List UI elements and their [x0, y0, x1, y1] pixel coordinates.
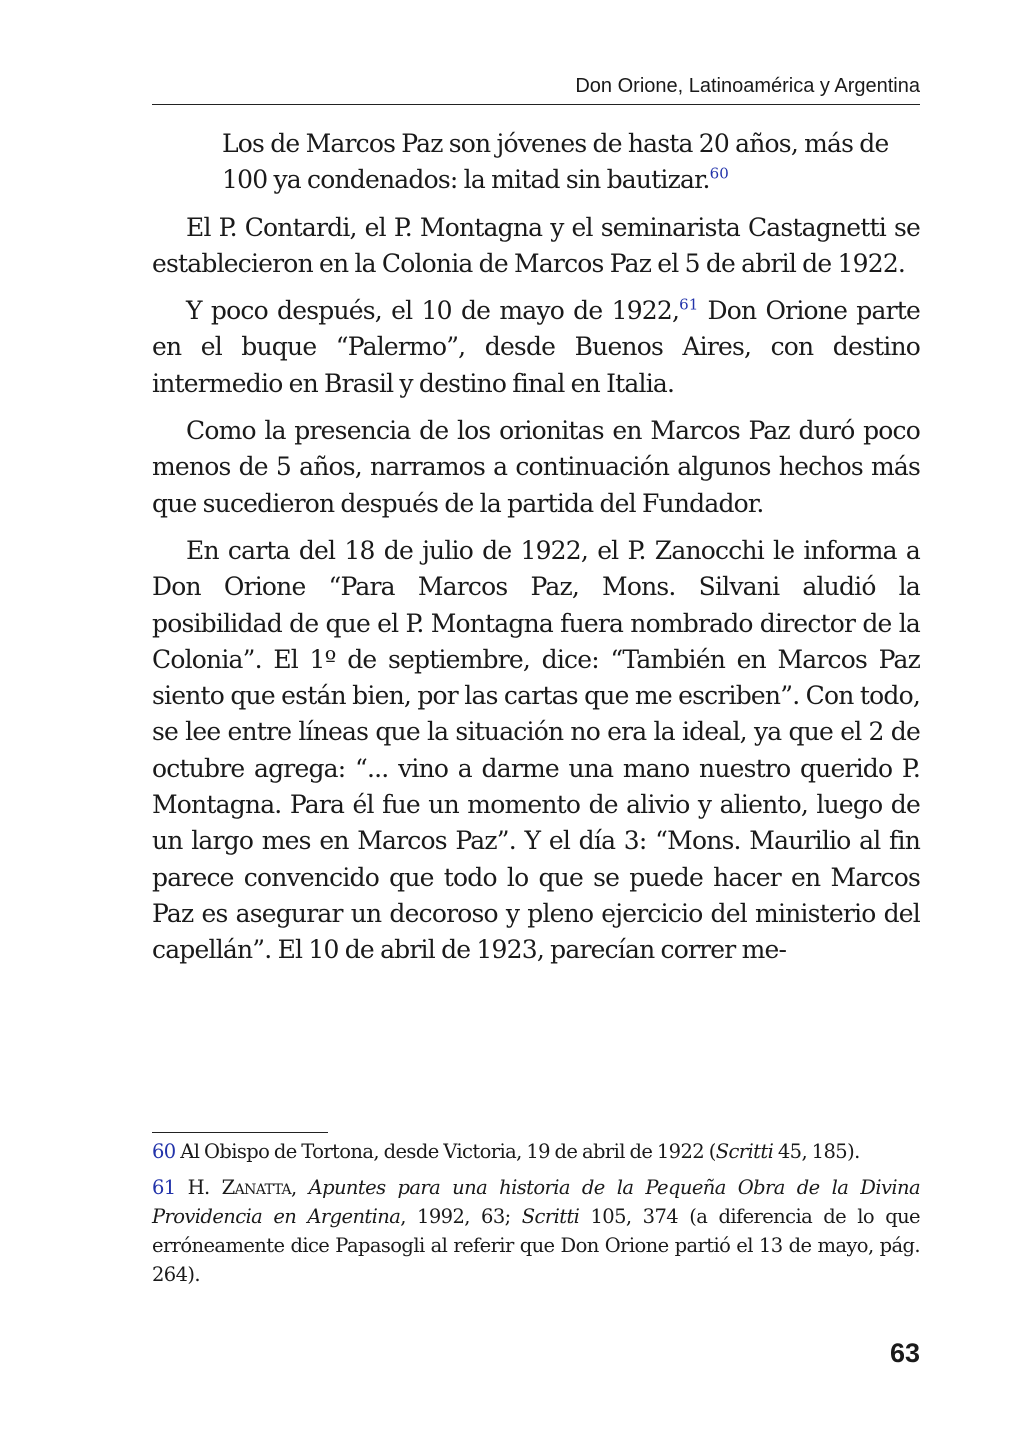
- paragraph-4: En carta del 18 de julio de 1922, el P. Zanocchi le informa a Don Orione “Para Marcos Paz, Mons. Silvani aludió la posibilidad de que el P. Montagna fuera nombrado director de la Colonia”. El 1º de septiembre, dice: “También en Marcos Paz siento que están bien, por las cartas que me escriben”. Con todo, se lee entre líneas que la situación no era la ideal, ya que el 2 de octubre agrega: “... vino a darme una mano nuestro querido P. Montagna. Para él fue un momento de alivio y aliento, luego de un largo mes en Marcos Paz”. Y el día 3: “Mons. Maurilio al fin parece convencido que todo lo que se puede hacer en Marcos Paz es asegurar un decoroso y pleno ejercicio del ministerio del capellán”. El 10 de abril de 1923, parecían correr me-: [152, 535, 920, 965]
- footnotes: [152, 1137, 920, 1296]
- block-quote: [222, 126, 920, 199]
- paragraph-3: Como la presencia de los orionitas en Marcos Paz duró poco menos de 5 años, narramos a continuación algunos hechos más que sucedieron después de la partida del Fundador.: [152, 416, 920, 518]
- footnote-ref-60[interactable]: 60: [709, 164, 729, 183]
- footnote-text: Al Obispo de Tortona, desde Victoria, 19 de abril de 1922 (: [175, 1140, 716, 1163]
- footnote-ref-61[interactable]: 61: [679, 295, 699, 314]
- paragraph-1: El P. Contardi, el P. Montagna y el seminarista Castagnetti se establecieron en la Colonia de Marcos Paz el 5 de abril de 1922.: [152, 212, 920, 278]
- paragraph-2-end: Don Orione parte en el buque “Palermo”, desde Buenos Aires, con destino intermedio en Brasil y destino final en Italia.: [152, 296, 920, 398]
- paragraph-2-start: Y poco después, el 10 de mayo de 1922,: [186, 296, 680, 326]
- paragraph-2: [152, 293, 920, 402]
- footnote-italic: Scritti: [715, 1140, 774, 1163]
- quote-text: Los de Marcos Paz son jóvenes de hasta 20 años, más de 100 ya condenados: la mitad sin bautizar.: [222, 129, 889, 195]
- footnote-italic: Scritti: [521, 1205, 580, 1228]
- footnote-author: Zanatta: [221, 1176, 291, 1199]
- footnote-number[interactable]: 60: [152, 1140, 176, 1163]
- page-number: 63: [889, 1338, 920, 1368]
- footnote-text: H.: [175, 1176, 222, 1199]
- running-header: Don Orione, Latinoamérica y Argentina: [152, 72, 920, 105]
- footnote-61: [152, 1173, 920, 1289]
- main-text: [152, 126, 920, 980]
- footnote-title: Apuntes para una historia de la Pequeña Obra de la Divina Providencia en Argentina: [152, 1176, 920, 1228]
- footnote-text: 105, 374 (a diferencia de lo que erróneamente dice Papasogli al referir que Don Orione partió el 13 de mayo, pág. 264).: [152, 1205, 920, 1286]
- footnote-60: [152, 1137, 920, 1166]
- footnote-text: ,: [291, 1176, 309, 1199]
- footnote-text: , 1992, 63;: [400, 1205, 522, 1228]
- footnote-divider: [152, 1132, 328, 1133]
- footnote-number[interactable]: 61: [152, 1176, 176, 1199]
- footnote-text: 45, 185).: [773, 1140, 860, 1163]
